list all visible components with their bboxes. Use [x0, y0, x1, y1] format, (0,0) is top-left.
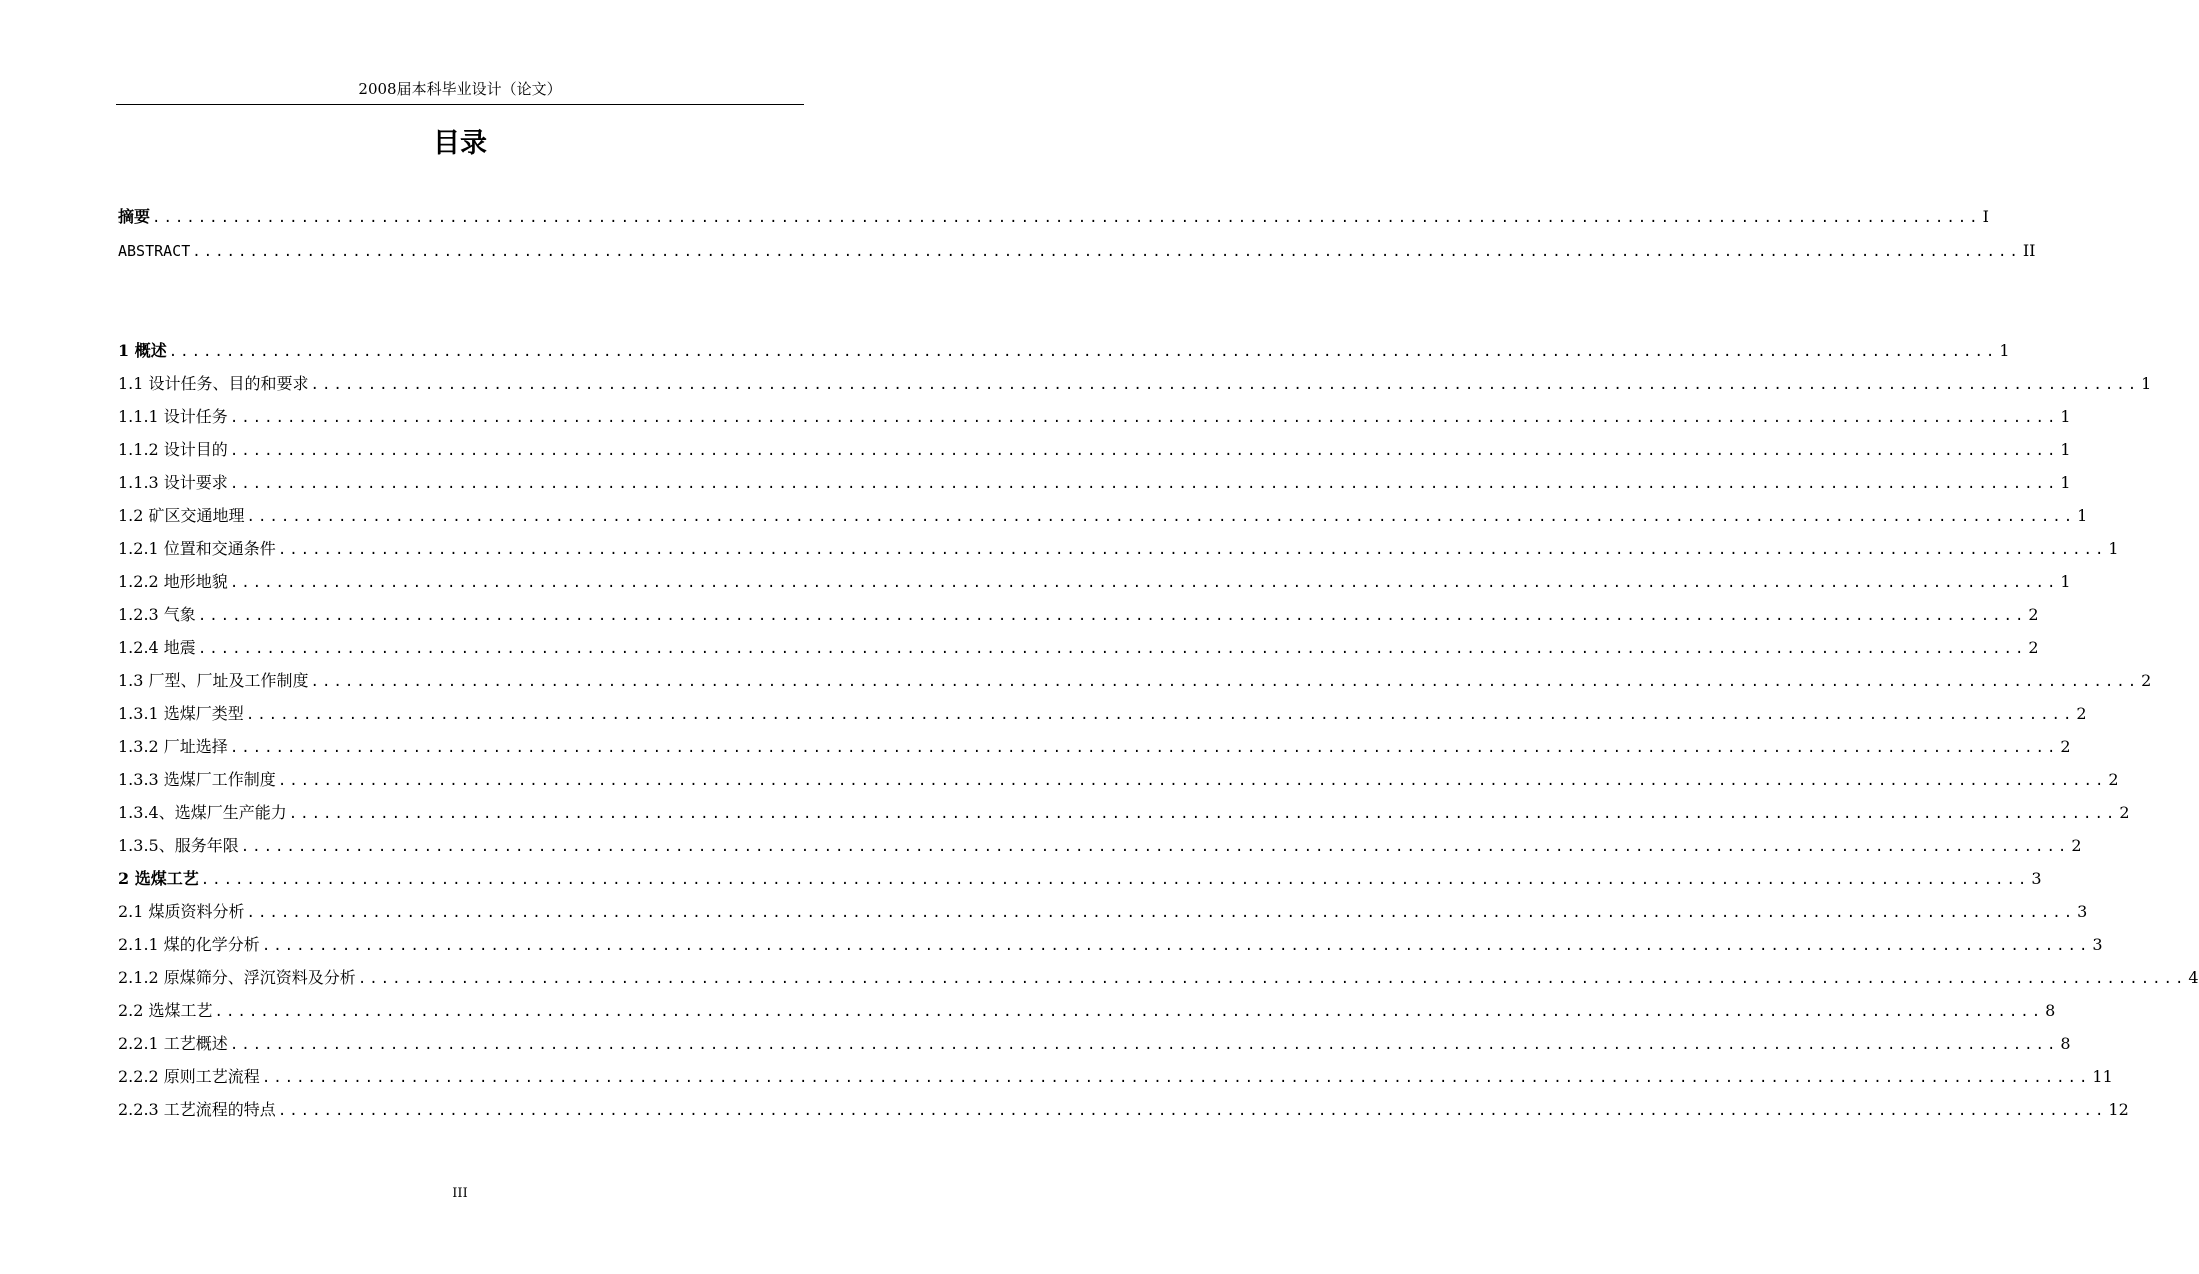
dot-leader: ................................................................................................................................................................ [168, 344, 1998, 360]
dot-leader: ................................................................................................................................................................ [200, 872, 2030, 888]
toc-entry-label: 1.3.4、选煤厂生产能力 [118, 803, 287, 822]
dot-leader: ................................................................................................................................................................ [246, 905, 2076, 921]
toc-entry-label: 1.3.2 厂址选择 [118, 737, 228, 756]
dot-leader: ................................................................................................................................................................ [245, 707, 2075, 723]
toc-entry-label: 2.2.1 工艺概述 [118, 1034, 228, 1053]
toc-entry [118, 701, 2087, 725]
toc-entry [118, 866, 2042, 890]
dot-leader: ................................................................................................................................................................ [277, 542, 2107, 558]
toc-entry-page: 4 [2188, 968, 2199, 987]
toc-entry-page: 1 [2108, 539, 2119, 558]
toc-entry-page: 2 [2119, 803, 2130, 822]
dot-leader: ................................................................................................................................................................ [214, 1004, 2044, 1020]
toc-entry [118, 668, 2152, 692]
toc-entry [118, 238, 2036, 262]
toc-entry-page: 1 [2060, 572, 2071, 591]
toc-entry-page: 1 [2060, 407, 2071, 426]
toc-entry [118, 1064, 2113, 1088]
toc-entry-label: 1.1 设计任务、目的和要求 [118, 374, 309, 393]
dot-leader: ................................................................................................................................................................ [277, 1103, 2107, 1119]
toc-entry [118, 204, 1989, 228]
toc-entry-label: 1.3.1 选煤厂类型 [118, 704, 244, 723]
toc-entry-label: 2.1.1 煤的化学分析 [118, 935, 260, 954]
dot-leader: ................................................................................................................................................................ [261, 938, 2091, 954]
toc-entry-page: 2 [2060, 737, 2071, 756]
toc-entry [118, 371, 2152, 395]
running-header: 2008届本科毕业设计（论文） [358, 80, 562, 98]
toc-entry-label: 2.2 选煤工艺 [118, 1001, 213, 1020]
toc-entry [118, 998, 2056, 1022]
toc-entry-page: 3 [2031, 869, 2042, 888]
toc-entry-page: 2 [2028, 605, 2039, 624]
toc-entry-page: 8 [2045, 1001, 2056, 1020]
dot-leader: ................................................................................................................................................................ [261, 1070, 2091, 1086]
toc-entry [118, 569, 2071, 593]
toc-entry [118, 338, 2010, 362]
dot-leader: ................................................................................................................................................................ [229, 1037, 2059, 1053]
dot-leader: ................................................................................................................................................................ [229, 443, 2059, 459]
dot-leader: ................................................................................................................................................................ [357, 971, 2187, 987]
toc-entry [118, 800, 2130, 824]
toc-entry [118, 635, 2039, 659]
toc-entry-page: 1 [2060, 440, 2071, 459]
page-number: III [452, 1186, 468, 1201]
toc-entry [118, 602, 2039, 626]
toc-entry-label: 1.1.3 设计要求 [118, 473, 228, 492]
dot-leader: ................................................................................................................................................................ [310, 377, 2140, 393]
toc-entry-page: 3 [2077, 902, 2088, 921]
toc-entry-label: 1.1.1 设计任务 [118, 407, 228, 426]
toc-entry-page: 2 [2141, 671, 2152, 690]
toc-entry-label: 1 概述 [118, 341, 167, 360]
toc-entry-page: 1 [1999, 341, 2010, 360]
toc-entry [118, 734, 2071, 758]
toc-entry-label: 2.1 煤质资料分析 [118, 902, 245, 921]
toc-entry-page: 11 [2092, 1067, 2113, 1086]
dot-leader: ................................................................................................................................................................ [197, 608, 2027, 624]
toc-entry-page: 2 [2108, 770, 2119, 789]
toc-entry [118, 965, 2199, 989]
toc-entry-label: 1.2.4 地震 [118, 638, 196, 657]
dot-leader: ................................................................................................................................................................ [277, 773, 2107, 789]
dot-leader: ................................................................................................................................................................ [246, 509, 2076, 525]
toc-entry-label: 2.2.3 工艺流程的特点 [118, 1100, 276, 1119]
toc-entry-label: 1.3.5、服务年限 [118, 836, 239, 855]
toc-entry-label: 2.2.2 原则工艺流程 [118, 1067, 260, 1086]
dot-leader: ................................................................................................................................................................ [240, 839, 2070, 855]
toc-entry-label: ABSTRACT [118, 242, 191, 260]
toc-entry-label: 1.2.3 气象 [118, 605, 196, 624]
toc-entry-page: 1 [2141, 374, 2152, 393]
toc-entry [118, 503, 2088, 527]
toc-entry-label: 1.2.2 地形地貌 [118, 572, 228, 591]
table-of-contents [118, 0, 2199, 1274]
dot-leader: ................................................................................................................................................................ [229, 410, 2059, 426]
toc-entry-page: 3 [2092, 935, 2103, 954]
toc-entry-label: 1.3 厂型、厂址及工作制度 [118, 671, 309, 690]
toc-entry [118, 437, 2071, 461]
toc-entry [118, 932, 2103, 956]
toc-entry-label: 摘要 [118, 207, 151, 226]
dot-leader: ................................................................................................................................................................ [310, 674, 2140, 690]
toc-title: 目录 [433, 128, 487, 159]
toc-entry [118, 899, 2088, 923]
dot-leader: ................................................................................................................................................................ [229, 575, 2059, 591]
dot-leader: ................................................................................................................................................................ [152, 210, 1981, 226]
toc-entry-page: 1 [2077, 506, 2088, 525]
toc-entry [118, 767, 2119, 791]
toc-entry-page: 2 [2071, 836, 2082, 855]
toc-entry-page: 8 [2060, 1034, 2071, 1053]
dot-leader: ................................................................................................................................................................ [197, 641, 2027, 657]
toc-entry-label: 1.1.2 设计目的 [118, 440, 228, 459]
dot-leader: ................................................................................................................................................................ [229, 740, 2059, 756]
dot-leader: ................................................................................................................................................................ [192, 244, 2021, 260]
toc-entry [118, 833, 2082, 857]
toc-entry-page: 2 [2028, 638, 2039, 657]
toc-entry [118, 1031, 2071, 1055]
toc-entry-page: 1 [2060, 473, 2071, 492]
dot-leader: ................................................................................................................................................................ [229, 476, 2059, 492]
toc-entry-label: 1.2.1 位置和交通条件 [118, 539, 276, 558]
toc-entry [118, 536, 2119, 560]
toc-entry-label: 1.3.3 选煤厂工作制度 [118, 770, 276, 789]
toc-entry-page: II [2022, 241, 2036, 260]
toc-entry-page: 12 [2108, 1100, 2129, 1119]
toc-entry-label: 1.2 矿区交通地理 [118, 506, 245, 525]
toc-entry-label: 2.1.2 原煤筛分、浮沉资料及分析 [118, 968, 356, 987]
dot-leader: ................................................................................................................................................................ [288, 806, 2118, 822]
toc-entry-page: I [1982, 207, 1989, 226]
toc-entry [118, 1097, 2129, 1121]
toc-entry [118, 404, 2071, 428]
toc-entry [118, 470, 2071, 494]
toc-entry-page: 2 [2076, 704, 2087, 723]
toc-entry-label: 2 选煤工艺 [118, 869, 199, 888]
